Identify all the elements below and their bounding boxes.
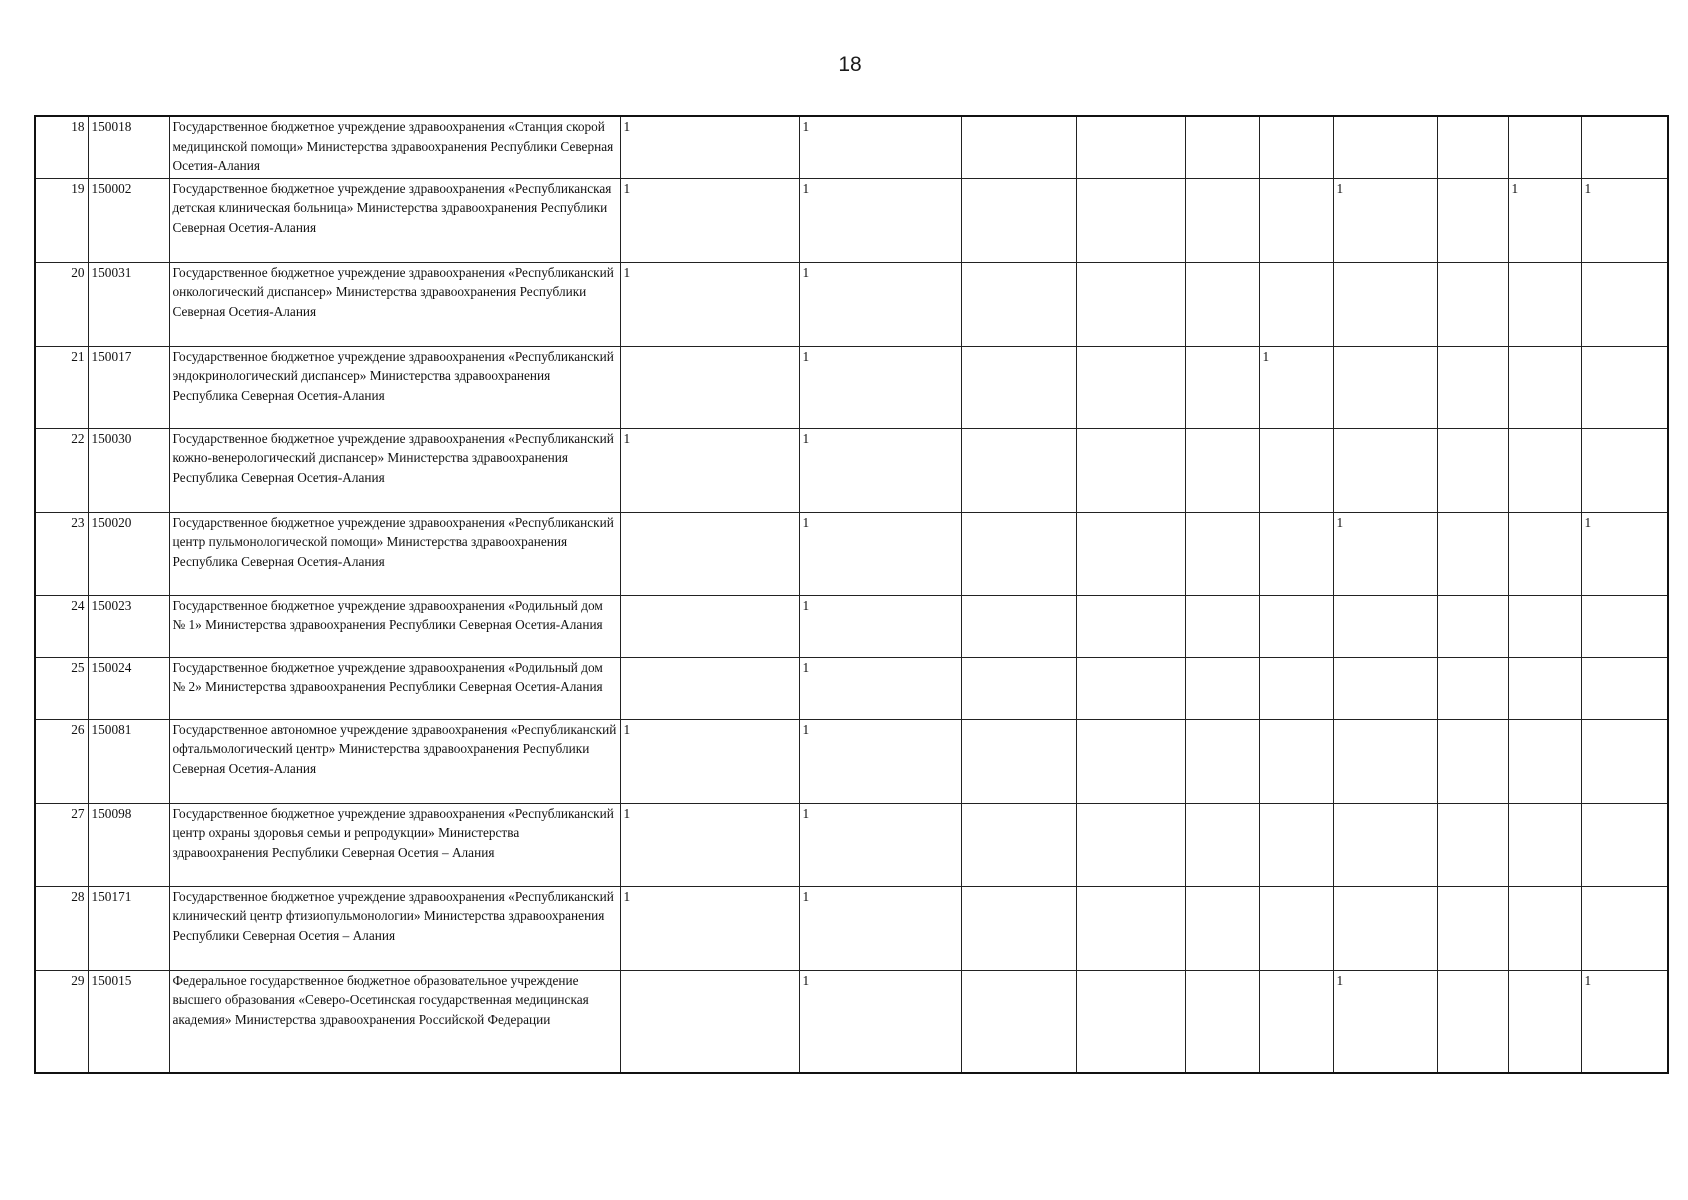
mark-cell xyxy=(1437,262,1508,346)
mark-cell: 1 xyxy=(620,803,799,886)
mark-cell xyxy=(1259,512,1333,595)
page-number: 18 xyxy=(838,53,862,76)
mark-cell: 1 xyxy=(1259,346,1333,428)
institution-name: Государственное автономное учреждение здравоохранения «Республиканский офтальмологический центр» Министерства здравоохранения Республики Северная Осетия-Алания xyxy=(169,719,620,803)
mark-cell xyxy=(1076,346,1185,428)
row-number: 20 xyxy=(35,262,88,346)
mark-cell: 1 xyxy=(620,886,799,970)
institution-name: Государственное бюджетное учреждение здравоохранения «Родильный дом № 2» Министерства здравоохранения Республики Северная Осетия-Алания xyxy=(169,657,620,719)
institution-code: 150031 xyxy=(88,262,169,346)
mark-cell: 1 xyxy=(799,262,961,346)
table-row xyxy=(35,116,1668,178)
mark-cell xyxy=(961,178,1076,262)
mark-cell xyxy=(1185,886,1259,970)
institution-name: Государственное бюджетное учреждение здравоохранения «Республиканский центр пульмонологической помощи» Министерства здравоохранения Республика Северная Осетия-Алания xyxy=(169,512,620,595)
mark-cell xyxy=(1259,178,1333,262)
mark-cell xyxy=(1581,719,1668,803)
mark-cell: 1 xyxy=(620,116,799,178)
mark-cell xyxy=(1581,428,1668,512)
table-row xyxy=(35,512,1668,595)
row-number: 19 xyxy=(35,178,88,262)
institution-name: Государственное бюджетное учреждение здравоохранения «Республиканская детская клиническая больница» Министерства здравоохранения Республики Северная Осетия-Алания xyxy=(169,178,620,262)
mark-cell xyxy=(1076,803,1185,886)
mark-cell xyxy=(1508,970,1581,1073)
mark-cell xyxy=(1076,428,1185,512)
institution-name: Государственное бюджетное учреждение здравоохранения «Республиканский центр охраны здоровья семьи и репродукции» Министерства здравоохранения Республики Северная Осетия – Алания xyxy=(169,803,620,886)
mark-cell xyxy=(620,346,799,428)
mark-cell xyxy=(1437,595,1508,657)
mark-cell xyxy=(1508,512,1581,595)
mark-cell xyxy=(961,719,1076,803)
mark-cell xyxy=(961,803,1076,886)
mark-cell xyxy=(1581,595,1668,657)
mark-cell xyxy=(1185,346,1259,428)
mark-cell xyxy=(1437,970,1508,1073)
mark-cell xyxy=(1437,719,1508,803)
mark-cell xyxy=(1508,657,1581,719)
institution-name: Государственное бюджетное учреждение здравоохранения «Республиканский эндокринологический диспансер» Министерства здравоохранения Республика Северная Осетия-Алания xyxy=(169,346,620,428)
mark-cell xyxy=(1437,657,1508,719)
mark-cell xyxy=(1508,428,1581,512)
row-number: 24 xyxy=(35,595,88,657)
mark-cell xyxy=(1185,970,1259,1073)
mark-cell xyxy=(1437,428,1508,512)
row-number: 27 xyxy=(35,803,88,886)
mark-cell xyxy=(961,970,1076,1073)
mark-cell xyxy=(1076,970,1185,1073)
mark-cell xyxy=(1437,803,1508,886)
mark-cell xyxy=(961,886,1076,970)
mark-cell xyxy=(1185,428,1259,512)
table-row xyxy=(35,970,1668,1073)
mark-cell xyxy=(1333,657,1437,719)
row-number: 21 xyxy=(35,346,88,428)
institution-code: 150098 xyxy=(88,803,169,886)
mark-cell xyxy=(1581,116,1668,178)
institutions-table xyxy=(34,115,1669,1074)
mark-cell xyxy=(1581,346,1668,428)
mark-cell xyxy=(1333,346,1437,428)
mark-cell xyxy=(1259,262,1333,346)
table-row xyxy=(35,657,1668,719)
mark-cell: 1 xyxy=(799,595,961,657)
mark-cell: 1 xyxy=(799,428,961,512)
institution-code: 150030 xyxy=(88,428,169,512)
table-row xyxy=(35,886,1668,970)
row-number: 22 xyxy=(35,428,88,512)
mark-cell xyxy=(1437,886,1508,970)
mark-cell xyxy=(1076,657,1185,719)
mark-cell xyxy=(961,346,1076,428)
mark-cell xyxy=(620,595,799,657)
mark-cell xyxy=(1581,657,1668,719)
table-row xyxy=(35,428,1668,512)
institution-code: 150017 xyxy=(88,346,169,428)
institution-name: Государственное бюджетное учреждение здравоохранения «Республиканский кожно-венерологический диспансер» Министерства здравоохранения Республика Северная Осетия-Алания xyxy=(169,428,620,512)
mark-cell xyxy=(1333,262,1437,346)
table-row xyxy=(35,719,1668,803)
mark-cell xyxy=(1259,803,1333,886)
row-number: 23 xyxy=(35,512,88,595)
mark-cell xyxy=(1259,116,1333,178)
mark-cell: 1 xyxy=(1581,970,1668,1073)
mark-cell xyxy=(961,428,1076,512)
mark-cell xyxy=(1185,719,1259,803)
mark-cell: 1 xyxy=(799,512,961,595)
table-row xyxy=(35,595,1668,657)
mark-cell xyxy=(1333,719,1437,803)
mark-cell xyxy=(620,970,799,1073)
mark-cell: 1 xyxy=(1581,512,1668,595)
mark-cell xyxy=(961,116,1076,178)
mark-cell xyxy=(1581,262,1668,346)
row-number: 29 xyxy=(35,970,88,1073)
mark-cell xyxy=(1185,803,1259,886)
mark-cell: 1 xyxy=(1508,178,1581,262)
mark-cell xyxy=(620,512,799,595)
mark-cell xyxy=(961,657,1076,719)
institution-name: Государственное бюджетное учреждение здравоохранения «Родильный дом № 1» Министерства здравоохранения Республики Северная Осетия-Алания xyxy=(169,595,620,657)
institution-code: 150015 xyxy=(88,970,169,1073)
mark-cell: 1 xyxy=(620,719,799,803)
mark-cell xyxy=(1333,428,1437,512)
table-row xyxy=(35,262,1668,346)
institution-code: 150002 xyxy=(88,178,169,262)
mark-cell xyxy=(1581,886,1668,970)
mark-cell xyxy=(1437,346,1508,428)
mark-cell xyxy=(1508,116,1581,178)
mark-cell: 1 xyxy=(1333,178,1437,262)
mark-cell: 1 xyxy=(799,719,961,803)
institution-code: 150018 xyxy=(88,116,169,178)
row-number: 26 xyxy=(35,719,88,803)
mark-cell xyxy=(1333,116,1437,178)
mark-cell xyxy=(1259,719,1333,803)
mark-cell xyxy=(1185,657,1259,719)
mark-cell xyxy=(1185,595,1259,657)
mark-cell xyxy=(1185,262,1259,346)
institution-code: 150171 xyxy=(88,886,169,970)
mark-cell xyxy=(1333,595,1437,657)
institution-name: Государственное бюджетное учреждение здравоохранения «Станция скорой медицинской помощи» Министерства здравоохранения Республики Северная Осетия-Алания xyxy=(169,116,620,178)
mark-cell xyxy=(1581,803,1668,886)
mark-cell xyxy=(1076,512,1185,595)
mark-cell xyxy=(1333,886,1437,970)
mark-cell xyxy=(1259,595,1333,657)
institution-code: 150081 xyxy=(88,719,169,803)
mark-cell: 1 xyxy=(620,428,799,512)
mark-cell xyxy=(1076,886,1185,970)
mark-cell xyxy=(1508,262,1581,346)
row-number: 18 xyxy=(35,116,88,178)
mark-cell xyxy=(1437,116,1508,178)
mark-cell xyxy=(1076,719,1185,803)
table-row xyxy=(35,346,1668,428)
row-number: 28 xyxy=(35,886,88,970)
mark-cell: 1 xyxy=(799,116,961,178)
institution-name: Федеральное государственное бюджетное образовательное учреждение высшего образования «Северо-Осетинская государственная медицинская академия» Министерства здравоохранения Российской Федерации xyxy=(169,970,620,1073)
mark-cell xyxy=(1076,595,1185,657)
mark-cell xyxy=(1185,512,1259,595)
mark-cell: 1 xyxy=(799,803,961,886)
institution-code: 150023 xyxy=(88,595,169,657)
institution-name: Государственное бюджетное учреждение здравоохранения «Республиканский онкологический диспансер» Министерства здравоохранения Республики Северная Осетия-Алания xyxy=(169,262,620,346)
mark-cell xyxy=(1508,886,1581,970)
table-row xyxy=(35,178,1668,262)
mark-cell: 1 xyxy=(1581,178,1668,262)
mark-cell xyxy=(1508,595,1581,657)
mark-cell xyxy=(961,262,1076,346)
mark-cell xyxy=(1437,178,1508,262)
mark-cell xyxy=(1508,803,1581,886)
institution-code: 150020 xyxy=(88,512,169,595)
institution-code: 150024 xyxy=(88,657,169,719)
mark-cell: 1 xyxy=(799,346,961,428)
mark-cell xyxy=(1508,719,1581,803)
institution-name: Государственное бюджетное учреждение здравоохранения «Республиканский клинический центр фтизиопульмонологии» Министерства здравоохранения Республики Северная Осетия – Алания xyxy=(169,886,620,970)
mark-cell xyxy=(1259,428,1333,512)
mark-cell xyxy=(1076,262,1185,346)
mark-cell: 1 xyxy=(799,657,961,719)
mark-cell xyxy=(1508,346,1581,428)
mark-cell xyxy=(1076,178,1185,262)
mark-cell: 1 xyxy=(620,178,799,262)
row-number: 25 xyxy=(35,657,88,719)
mark-cell xyxy=(1185,178,1259,262)
mark-cell: 1 xyxy=(620,262,799,346)
mark-cell xyxy=(1259,970,1333,1073)
mark-cell xyxy=(961,512,1076,595)
mark-cell xyxy=(620,657,799,719)
table-row xyxy=(35,803,1668,886)
mark-cell: 1 xyxy=(799,970,961,1073)
mark-cell xyxy=(1333,803,1437,886)
mark-cell: 1 xyxy=(1333,970,1437,1073)
mark-cell: 1 xyxy=(1333,512,1437,595)
mark-cell xyxy=(961,595,1076,657)
mark-cell xyxy=(1185,116,1259,178)
mark-cell xyxy=(1259,657,1333,719)
mark-cell xyxy=(1259,886,1333,970)
mark-cell: 1 xyxy=(799,178,961,262)
mark-cell xyxy=(1437,512,1508,595)
mark-cell xyxy=(1076,116,1185,178)
mark-cell: 1 xyxy=(799,886,961,970)
